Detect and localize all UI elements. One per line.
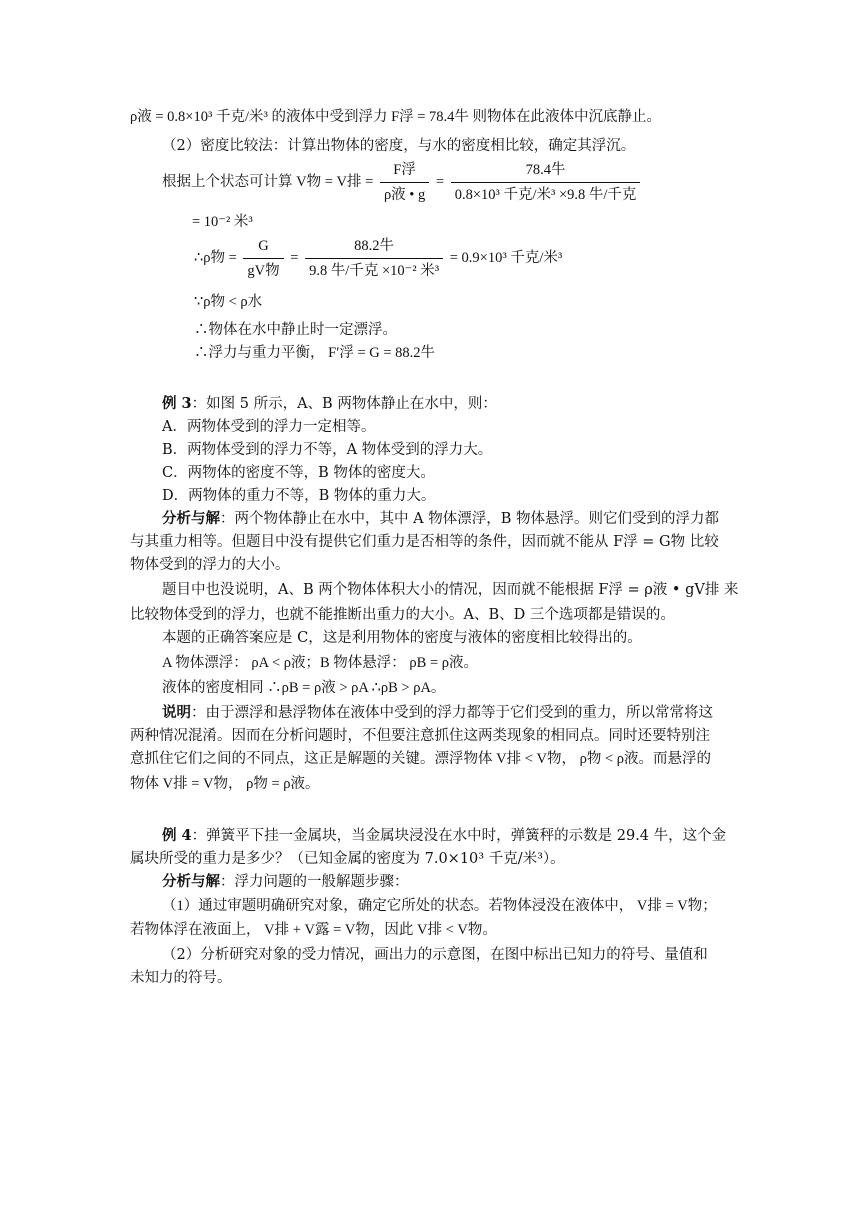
fraction-denominator: 0.8×10³ 千克/米³ ×9.8 牛/千克 [454,187,637,203]
fraction-numerator: 78.4牛 [451,160,641,183]
fraction-denominator: 9.8 牛/千克 ×10⁻² 米³ [309,263,440,279]
text-line: 本题的正确答案应是 C，这是利用物体的密度与液体的密度相比较得出的。 [162,630,642,646]
text-line: 题目中也没说明，A、B 两个物体体积大小的情况，因而就不能根据 F浮 = ρ液 • gV排 来 [162,582,739,598]
analysis-label: 分析与解 [162,510,220,527]
formula-lhs: ∴ρ物 = [194,249,237,266]
text-fragment: 根据上个状态可计算 [162,173,293,190]
fraction-numerator: F浮 [380,160,429,183]
fraction [451,160,641,205]
text-line: 未知力的符号。 [130,970,232,986]
analysis-line [162,873,409,891]
example-4-heading [162,827,726,845]
text-line: （1）通过审题明确研究对象，确定它所处的状态。若物体浸没在液体中， V排 = V物； [162,898,717,914]
text-line: 意抓住它们之间的不同点，这正是解题的关键。漂浮物体 V排 < V物， ρ物 < ρ液。而悬浮的 [130,751,712,767]
formula-volume: 根据上个状态可计算 V物 = V排 = $\frac{\text{F浮}}{\text{ρ液 • g}}$ = $\frac{\text{78.4牛}}{\text{0.8×10³ 千克/米³ ×9.8 牛/千克}}$ [162,160,643,205]
fraction [305,236,443,281]
fraction-numerator: G [243,236,283,259]
text-line: ρ液 = 0.8×10³ 千克/米³ 的液体中受到浮力 F浮 = 78.4牛 则物体在此液体中沉底静止。 [130,109,662,125]
note-line [162,704,713,722]
fraction [380,160,429,205]
text-fragment: ：如图 5 所示，A、B 两物体静止在水中，则： [191,396,497,412]
text-line: A 物体漂浮： ρA < ρ液；B 物体悬浮： ρB = ρ液。 [162,655,478,671]
text-line: ∵ρ物 < ρ水 [194,294,263,310]
text-fragment: ：两个物体静止在水中，其中 A 物体漂浮，B 物体悬浮。则它们受到的浮力都 [220,511,719,527]
text-line: 液体的密度相同 ∴ρB = ρ液 > ρA ∴ρB > ρA。 [162,680,446,696]
option-a: A．两物体受到的浮力一定相等。 [162,419,376,435]
fraction-denominator: gV物 [247,263,280,279]
note-label: 说明 [162,704,191,721]
option-d: D．两物体的重力不等，B 物体的重力大。 [162,488,436,504]
example-label: 例 4 [162,827,192,844]
formula-density: ∴ρ物 = $\frac{G}{\text{gV物}}$ = $\frac{\text{88.2牛}}{\text{9.8 牛/千克 ×10⁻² 米³}}$ = 0.9×10³ 千克/米³ [194,238,563,279]
option-c: C．两物体的密度不等，B 物体的密度大。 [162,465,435,481]
example-label: 例 3 [162,395,192,412]
example-3-heading [162,395,497,413]
text-fragment: ：由于漂浮和悬浮物体在液体中受到的浮力都等于它们受到的重力，所以常常将这 [191,705,713,721]
text-line: （2）密度比较法：计算出物体的密度，与水的密度相比较，确定其浮沉。 [162,138,636,154]
fraction [243,236,283,281]
fraction-denominator: ρ液 • g [383,187,426,203]
text-line: ∴物体在水中静止时一定漂浮。 [194,322,397,338]
analysis-label: 分析与解 [162,873,220,890]
text-fragment: ：浮力问题的一般解题步骤： [220,874,409,890]
text-line: （2）分析研究对象的受力情况，画出力的示意图，在图中标出已知力的符号、量值和 [162,947,708,963]
analysis-line [162,510,719,528]
text-line: ∴浮力与重力平衡， F′浮 = G = 88.2牛 [194,345,436,361]
formula-rhs: = 0.9×10³ 千克/米³ [449,249,563,266]
text-line: 若物体浮在液面上， V排 + V露 = V物，因此 V排 < V物。 [130,922,497,938]
text-fragment: ：弹簧平下挂一金属块，当金属块浸没在水中时，弹簧秤的示数是 29.4 牛，这个金 [191,828,727,844]
text-line: 属块所受的重力是多少？（已知金属的密度为 7.0×10³ 千克/米³）。 [130,851,565,867]
text-line: 两种情况混淆。因而在分析问题时，不但要注意抓住这两类现象的相同点。同时还要特别注 [130,728,710,744]
fraction-numerator: 88.2牛 [305,236,443,259]
text-line: 比较物体受到的浮力，也就不能推断出重力的大小。A、B、D 三个选项都是错误的。 [130,607,675,623]
text-line: 物体受到的浮力的大小。 [130,557,290,573]
option-b: B．两物体受到的浮力不等，A 物体受到的浮力大。 [162,442,493,458]
text-line: 与其重力相等。但题目中没有提供它们重力是否相等的条件，因而就不能从 F浮 = G物 比较 [130,534,719,550]
text-line: = 10⁻² 米³ [192,214,253,230]
formula-lhs: V物 = V排 = [296,173,374,190]
text-line: 物体 V排 = V物， ρ物 = ρ液。 [130,776,320,792]
